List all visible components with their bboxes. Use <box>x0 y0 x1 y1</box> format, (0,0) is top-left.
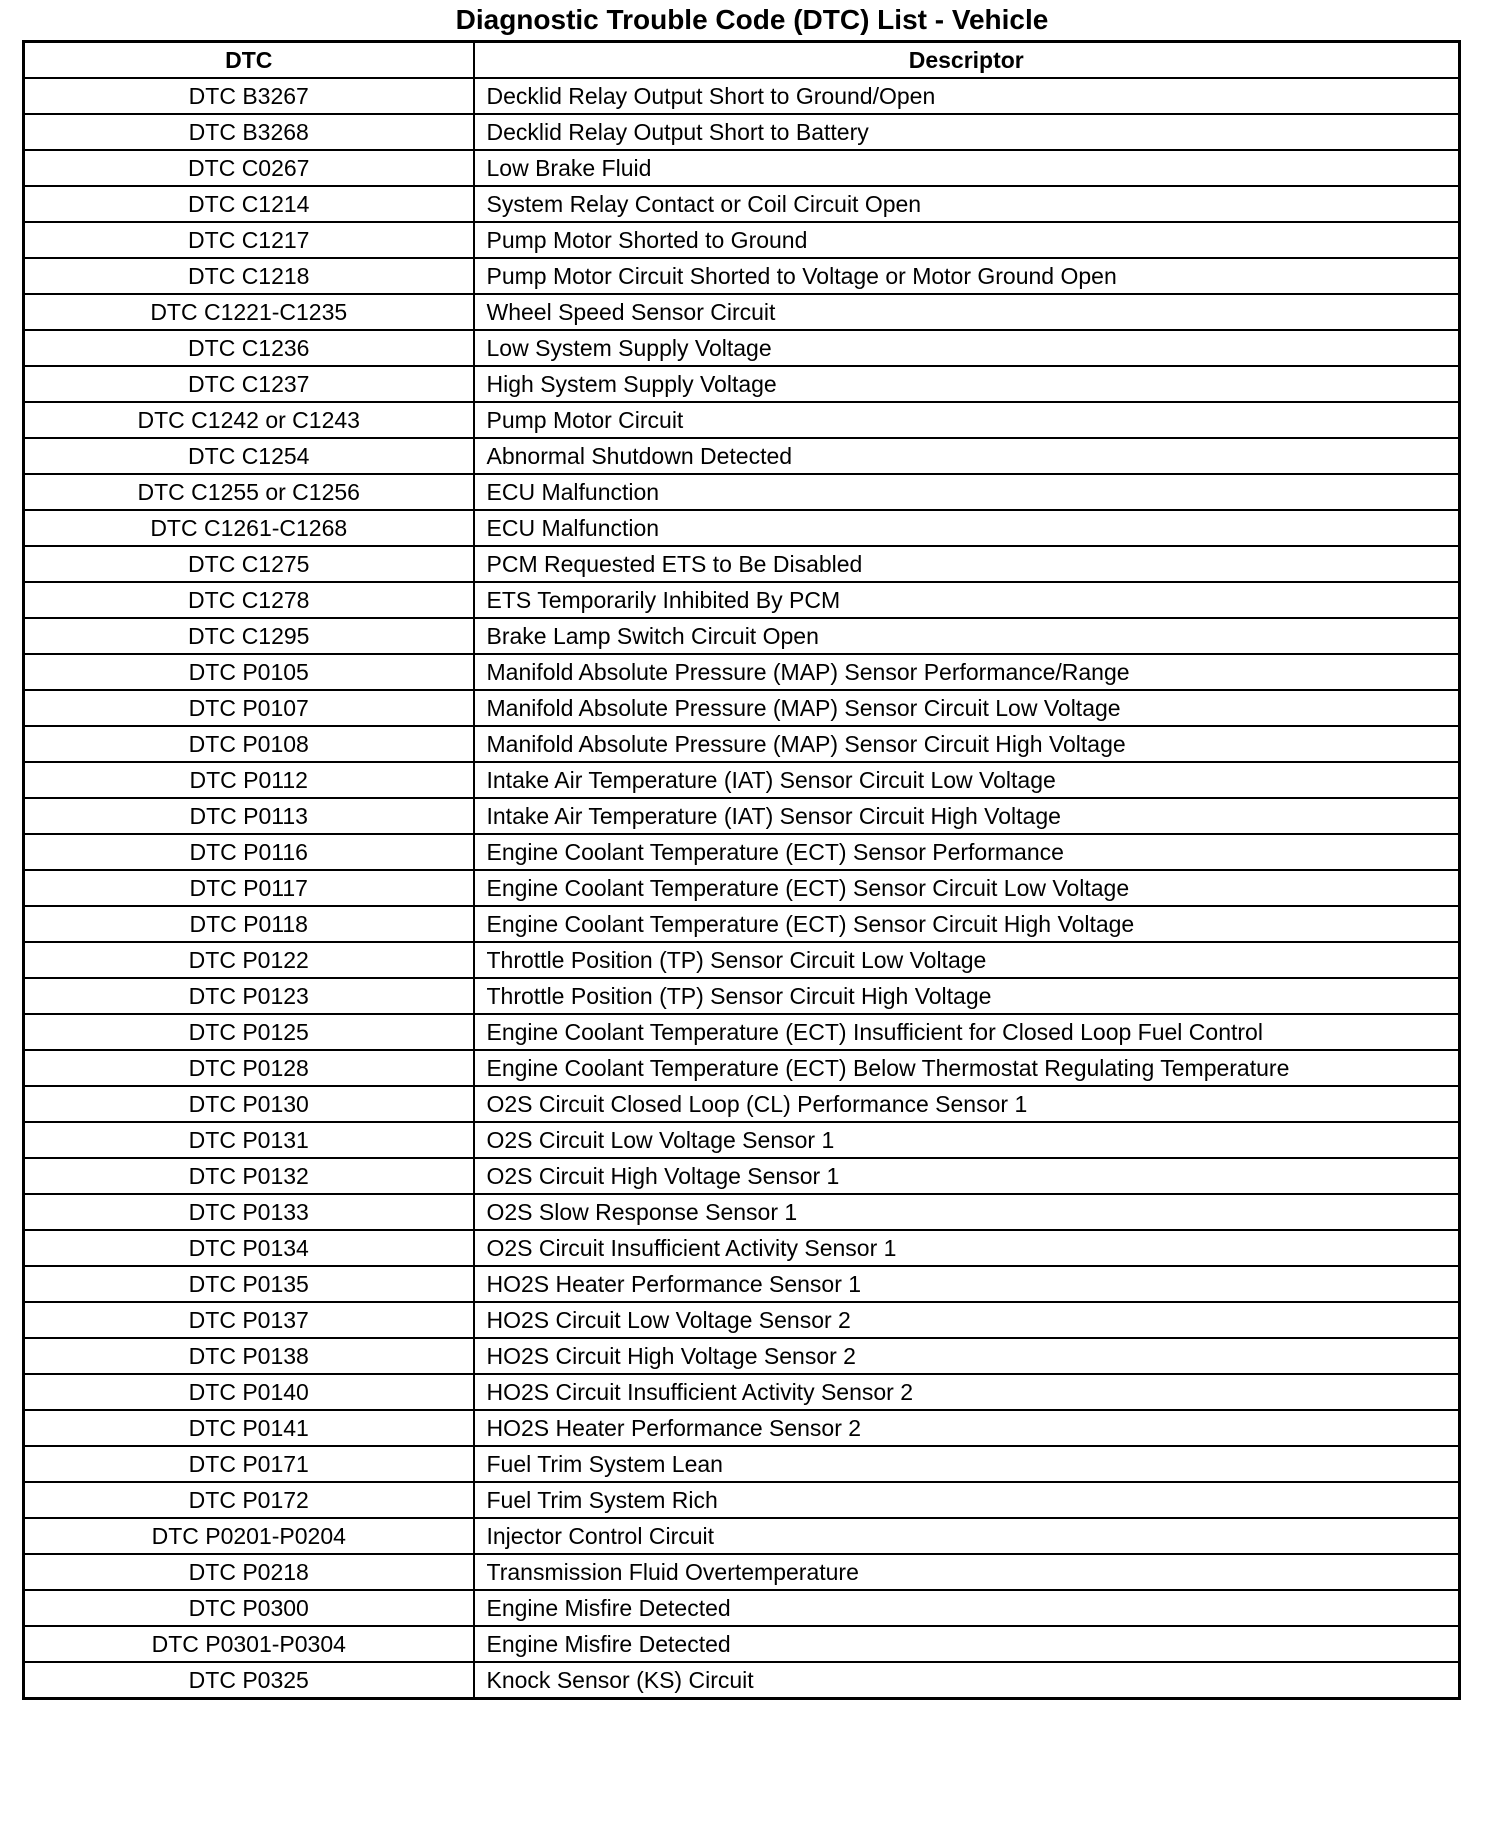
dtc-code-cell: DTC P0112 <box>24 762 474 798</box>
table-row <box>24 1482 1460 1518</box>
dtc-code-cell: DTC C1214 <box>24 186 474 222</box>
descriptor-cell: ECU Malfunction <box>474 474 1460 510</box>
descriptor-cell: Pump Motor Shorted to Ground <box>474 222 1460 258</box>
dtc-code-cell: DTC B3267 <box>24 78 474 114</box>
table-row <box>24 726 1460 762</box>
table-row <box>24 366 1460 402</box>
dtc-code-cell: DTC C1217 <box>24 222 474 258</box>
dtc-code-cell: DTC C1278 <box>24 582 474 618</box>
dtc-code-cell: DTC P0131 <box>24 1122 474 1158</box>
table-row <box>24 1014 1460 1050</box>
dtc-code-cell: DTC P0125 <box>24 1014 474 1050</box>
table-row <box>24 1302 1460 1338</box>
descriptor-cell: Knock Sensor (KS) Circuit <box>474 1662 1460 1699</box>
table-row <box>24 438 1460 474</box>
descriptor-cell: ETS Temporarily Inhibited By PCM <box>474 582 1460 618</box>
descriptor-cell: Engine Coolant Temperature (ECT) Below Thermostat Regulating Temperature <box>474 1050 1460 1086</box>
dtc-code-cell: DTC P0138 <box>24 1338 474 1374</box>
dtc-code-cell: DTC P0134 <box>24 1230 474 1266</box>
dtc-code-cell: DTC P0117 <box>24 870 474 906</box>
page-title: Diagnostic Trouble Code (DTC) List - Vehicle <box>455 4 1049 35</box>
table-row <box>24 978 1460 1014</box>
descriptor-cell: O2S Circuit High Voltage Sensor 1 <box>474 1158 1460 1194</box>
dtc-code-cell: DTC P0116 <box>24 834 474 870</box>
dtc-table <box>22 40 1461 1700</box>
descriptor-cell: HO2S Circuit High Voltage Sensor 2 <box>474 1338 1460 1374</box>
dtc-code-cell: DTC P0325 <box>24 1662 474 1699</box>
descriptor-cell: Throttle Position (TP) Sensor Circuit High Voltage <box>474 978 1460 1014</box>
dtc-code-cell: DTC P0113 <box>24 798 474 834</box>
dtc-code-cell: DTC P0105 <box>24 654 474 690</box>
descriptor-cell: Low Brake Fluid <box>474 150 1460 186</box>
descriptor-cell: Brake Lamp Switch Circuit Open <box>474 618 1460 654</box>
table-row <box>24 258 1460 294</box>
table-row <box>24 1446 1460 1482</box>
table-row <box>24 474 1460 510</box>
table-row <box>24 1194 1460 1230</box>
table-row <box>24 942 1460 978</box>
dtc-code-cell: DTC C1221-C1235 <box>24 294 474 330</box>
dtc-code-cell: DTC P0107 <box>24 690 474 726</box>
table-row <box>24 618 1460 654</box>
descriptor-cell: Manifold Absolute Pressure (MAP) Sensor Circuit High Voltage <box>474 726 1460 762</box>
table-row <box>24 150 1460 186</box>
table-row <box>24 510 1460 546</box>
dtc-code-cell: DTC P0128 <box>24 1050 474 1086</box>
descriptor-cell: Engine Coolant Temperature (ECT) Insufficient for Closed Loop Fuel Control <box>474 1014 1460 1050</box>
descriptor-cell: Abnormal Shutdown Detected <box>474 438 1460 474</box>
dtc-code-cell: DTC C1275 <box>24 546 474 582</box>
table-row <box>24 402 1460 438</box>
descriptor-cell: O2S Circuit Insufficient Activity Sensor 1 <box>474 1230 1460 1266</box>
table-row <box>24 1158 1460 1194</box>
table-row <box>24 870 1460 906</box>
table-row <box>24 1230 1460 1266</box>
descriptor-cell: Wheel Speed Sensor Circuit <box>474 294 1460 330</box>
table-row <box>24 1374 1460 1410</box>
table-row <box>24 1590 1460 1626</box>
descriptor-cell: Engine Misfire Detected <box>474 1626 1460 1662</box>
dtc-code-cell: DTC C1255 or C1256 <box>24 474 474 510</box>
table-row <box>24 1266 1460 1302</box>
dtc-code-cell: DTC P0172 <box>24 1482 474 1518</box>
table-row <box>24 78 1460 114</box>
descriptor-cell: HO2S Circuit Insufficient Activity Sensor 2 <box>474 1374 1460 1410</box>
dtc-code-cell: DTC P0300 <box>24 1590 474 1626</box>
column-header-descriptor: Descriptor <box>474 42 1460 79</box>
dtc-code-cell: DTC C1261-C1268 <box>24 510 474 546</box>
table-row <box>24 1554 1460 1590</box>
dtc-code-cell: DTC P0201-P0204 <box>24 1518 474 1554</box>
descriptor-cell: Pump Motor Circuit <box>474 402 1460 438</box>
dtc-code-cell: DTC C0267 <box>24 150 474 186</box>
descriptor-cell: Manifold Absolute Pressure (MAP) Sensor Performance/Range <box>474 654 1460 690</box>
table-row <box>24 834 1460 870</box>
dtc-code-cell: DTC B3268 <box>24 114 474 150</box>
descriptor-cell: Engine Coolant Temperature (ECT) Sensor Circuit High Voltage <box>474 906 1460 942</box>
descriptor-cell: Injector Control Circuit <box>474 1518 1460 1554</box>
table-row <box>24 186 1460 222</box>
dtc-code-cell: DTC P0130 <box>24 1086 474 1122</box>
descriptor-cell: Engine Coolant Temperature (ECT) Sensor Circuit Low Voltage <box>474 870 1460 906</box>
dtc-code-cell: DTC P0118 <box>24 906 474 942</box>
descriptor-cell: High System Supply Voltage <box>474 366 1460 402</box>
dtc-code-cell: DTC C1236 <box>24 330 474 366</box>
dtc-code-cell: DTC P0133 <box>24 1194 474 1230</box>
dtc-code-cell: DTC P0171 <box>24 1446 474 1482</box>
column-header-dtc: DTC <box>24 42 474 79</box>
table-row <box>24 1122 1460 1158</box>
table-row <box>24 546 1460 582</box>
dtc-code-cell: DTC C1218 <box>24 258 474 294</box>
dtc-code-cell: DTC P0123 <box>24 978 474 1014</box>
table-body <box>24 78 1460 1699</box>
descriptor-cell: Engine Misfire Detected <box>474 1590 1460 1626</box>
descriptor-cell: O2S Circuit Low Voltage Sensor 1 <box>474 1122 1460 1158</box>
table-row <box>24 582 1460 618</box>
table-row <box>24 1662 1460 1699</box>
dtc-code-cell: DTC P0301-P0304 <box>24 1626 474 1662</box>
table-row <box>24 1086 1460 1122</box>
descriptor-cell: Throttle Position (TP) Sensor Circuit Low Voltage <box>474 942 1460 978</box>
dtc-code-cell: DTC C1242 or C1243 <box>24 402 474 438</box>
table-row <box>24 798 1460 834</box>
dtc-code-cell: DTC C1254 <box>24 438 474 474</box>
table-row <box>24 1338 1460 1374</box>
descriptor-cell: HO2S Heater Performance Sensor 1 <box>474 1266 1460 1302</box>
descriptor-cell: O2S Slow Response Sensor 1 <box>474 1194 1460 1230</box>
table-row <box>24 222 1460 258</box>
table-row <box>24 114 1460 150</box>
dtc-code-cell: DTC P0122 <box>24 942 474 978</box>
descriptor-cell: ECU Malfunction <box>474 510 1460 546</box>
descriptor-cell: HO2S Circuit Low Voltage Sensor 2 <box>474 1302 1460 1338</box>
descriptor-cell: O2S Circuit Closed Loop (CL) Performance Sensor 1 <box>474 1086 1460 1122</box>
table-row <box>24 690 1460 726</box>
descriptor-cell: Fuel Trim System Rich <box>474 1482 1460 1518</box>
descriptor-cell: Intake Air Temperature (IAT) Sensor Circuit Low Voltage <box>474 762 1460 798</box>
descriptor-cell: Fuel Trim System Lean <box>474 1446 1460 1482</box>
table-row <box>24 1626 1460 1662</box>
table-row <box>24 294 1460 330</box>
descriptor-cell: HO2S Heater Performance Sensor 2 <box>474 1410 1460 1446</box>
dtc-code-cell: DTC P0218 <box>24 1554 474 1590</box>
table-row <box>24 1518 1460 1554</box>
table-row <box>24 906 1460 942</box>
dtc-code-cell: DTC P0132 <box>24 1158 474 1194</box>
table-row <box>24 1050 1460 1086</box>
dtc-code-cell: DTC P0140 <box>24 1374 474 1410</box>
dtc-code-cell: DTC P0141 <box>24 1410 474 1446</box>
dtc-code-cell: DTC P0108 <box>24 726 474 762</box>
descriptor-cell: Decklid Relay Output Short to Battery <box>474 114 1460 150</box>
dtc-code-cell: DTC C1237 <box>24 366 474 402</box>
table-row <box>24 1410 1460 1446</box>
descriptor-cell: Manifold Absolute Pressure (MAP) Sensor Circuit Low Voltage <box>474 690 1460 726</box>
descriptor-cell: PCM Requested ETS to Be Disabled <box>474 546 1460 582</box>
table-row <box>24 654 1460 690</box>
dtc-code-cell: DTC C1295 <box>24 618 474 654</box>
table-row <box>24 330 1460 366</box>
descriptor-cell: System Relay Contact or Coil Circuit Open <box>474 186 1460 222</box>
descriptor-cell: Transmission Fluid Overtemperature <box>474 1554 1460 1590</box>
descriptor-cell: Decklid Relay Output Short to Ground/Open <box>474 78 1460 114</box>
descriptor-cell: Intake Air Temperature (IAT) Sensor Circuit High Voltage <box>474 798 1460 834</box>
dtc-code-cell: DTC P0135 <box>24 1266 474 1302</box>
table-row <box>24 762 1460 798</box>
table-header-row <box>24 42 1460 79</box>
descriptor-cell: Low System Supply Voltage <box>474 330 1460 366</box>
descriptor-cell: Engine Coolant Temperature (ECT) Sensor Performance <box>474 834 1460 870</box>
dtc-code-cell: DTC P0137 <box>24 1302 474 1338</box>
descriptor-cell: Pump Motor Circuit Shorted to Voltage or Motor Ground Open <box>474 258 1460 294</box>
